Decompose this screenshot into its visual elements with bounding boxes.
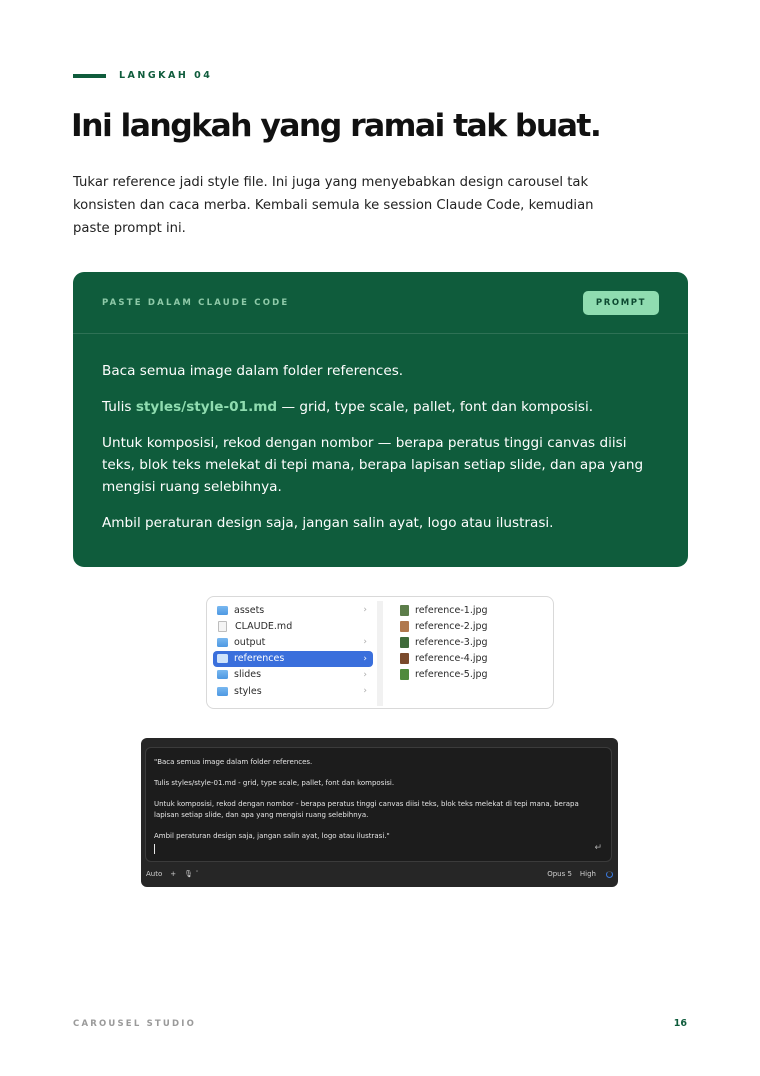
finder-file-column xyxy=(396,602,546,683)
file-icon xyxy=(218,621,227,632)
prompt-line-2-suffix: — grid, type scale, pallet, font dan komposisi. xyxy=(277,399,594,415)
file-name: reference-5.jpg xyxy=(415,669,488,681)
terminal-line-3: Untuk komposisi, rekod dengan nombor - berapa peratus tinggi canvas diisi teks, blok teks melekat di tepi mana, berapa lapisan setiap slide, dan apa yang mengisi ruang selebihnya. xyxy=(154,800,579,819)
folder-name: slides xyxy=(234,669,262,681)
file-row-reference-3[interactable] xyxy=(396,634,546,650)
prompt-line-3: Untuk komposisi, rekod dengan nombor — berapa peratus tinggi canvas diisi teks, blok teks melekat di tepi mana, berapa lapisan setiap slide, dan apa yang mengisi ruang selebihnya. xyxy=(102,435,644,495)
prompt-card xyxy=(73,272,688,567)
folder-name: styles xyxy=(234,685,262,697)
claude-code-terminal xyxy=(141,738,618,887)
terminal-toolbar xyxy=(146,867,613,881)
image-thumbnail-icon xyxy=(400,669,409,680)
folder-row-slides[interactable] xyxy=(213,667,373,683)
context-usage-ring-icon xyxy=(606,871,613,878)
page-title: Ini langkah yang ramai tak buat. xyxy=(71,108,601,144)
chevron-right-icon: › xyxy=(363,653,367,664)
prompt-card-body xyxy=(73,334,688,534)
file-row-claude-md[interactable] xyxy=(213,618,373,634)
intro-paragraph: Tukar reference jadi style file. Ini juga yang menyebabkan design carousel tak konsisten dan caca merba. Kembali semula ke session Claude Code, kemudian paste prompt ini. xyxy=(73,175,594,236)
chevron-right-icon: › xyxy=(363,605,367,616)
prompt-line-1: Baca semua image dalam folder references. xyxy=(102,363,404,379)
page-number: 16 xyxy=(673,1018,687,1029)
folder-icon xyxy=(217,687,228,696)
prompt-line-2 xyxy=(102,396,659,418)
step-accent-bar xyxy=(73,74,106,78)
image-thumbnail-icon xyxy=(400,653,409,664)
file-row-reference-2[interactable] xyxy=(396,618,546,634)
prompt-card-header xyxy=(73,272,688,334)
terminal-line-2: Tulis styles/style-01.md - grid, type scale, pallet, font dan komposisi. xyxy=(154,779,395,787)
file-row-reference-1[interactable] xyxy=(396,602,546,618)
file-name: reference-1.jpg xyxy=(415,604,488,616)
enter-icon[interactable]: ↵ xyxy=(594,843,602,853)
folder-row-references[interactable] xyxy=(213,651,373,667)
prompt-line-4: Ambil peraturan design saja, jangan salin ayat, logo atau ilustrasi. xyxy=(102,515,554,531)
style-file-path: styles/style-01.md xyxy=(135,399,278,415)
add-icon[interactable]: + xyxy=(170,870,177,878)
folder-icon xyxy=(217,638,228,647)
column-scrollbar[interactable] xyxy=(377,601,383,706)
file-name: reference-4.jpg xyxy=(415,653,488,665)
image-thumbnail-icon xyxy=(400,637,409,648)
file-name: reference-2.jpg xyxy=(415,620,488,632)
chevron-down-icon: ˅ xyxy=(195,870,199,878)
text-cursor xyxy=(154,844,155,854)
chevron-right-icon: › xyxy=(363,637,367,648)
microphone-glyph: 🎙 xyxy=(184,870,194,878)
step-indicator xyxy=(73,70,212,81)
file-row-reference-5[interactable] xyxy=(396,667,546,683)
folder-name: assets xyxy=(234,604,265,616)
chevron-right-icon: › xyxy=(363,686,367,697)
folder-icon xyxy=(217,606,228,615)
folder-icon xyxy=(217,654,228,663)
model-selector[interactable]: Opus 5 xyxy=(547,870,572,878)
folder-name: output xyxy=(234,636,266,648)
step-label: LANGKAH 04 xyxy=(119,70,213,81)
image-thumbnail-icon xyxy=(400,605,409,616)
folder-row-output[interactable] xyxy=(213,634,373,650)
finder-folder-column xyxy=(213,602,373,699)
finder-window xyxy=(206,596,554,709)
folder-icon xyxy=(217,670,228,679)
mode-selector[interactable]: Auto xyxy=(146,870,163,878)
folder-row-styles[interactable] xyxy=(213,683,373,699)
folder-name: references xyxy=(234,653,285,665)
footer-brand: CAROUSEL STUDIO xyxy=(73,1019,197,1029)
terminal-line-1: "Baca semua image dalam folder references. xyxy=(154,758,313,766)
prompt-input-box[interactable] xyxy=(145,747,612,862)
folder-row-assets[interactable] xyxy=(213,602,373,618)
effort-selector[interactable]: High xyxy=(579,870,596,878)
image-thumbnail-icon xyxy=(400,621,409,632)
prompt-card-header-label: PASTE DALAM CLAUDE CODE xyxy=(102,297,290,308)
prompt-badge: PROMPT xyxy=(583,291,659,315)
file-row-reference-4[interactable] xyxy=(396,651,546,667)
prompt-line-2-prefix: Tulis xyxy=(102,399,136,415)
file-name: CLAUDE.md xyxy=(235,620,293,632)
chevron-right-icon: › xyxy=(363,669,367,680)
microphone-icon[interactable] xyxy=(184,870,199,878)
terminal-line-4: Ambil peraturan design saja, jangan salin ayat, logo atau ilustrasi." xyxy=(154,831,390,840)
file-name: reference-3.jpg xyxy=(415,636,488,648)
